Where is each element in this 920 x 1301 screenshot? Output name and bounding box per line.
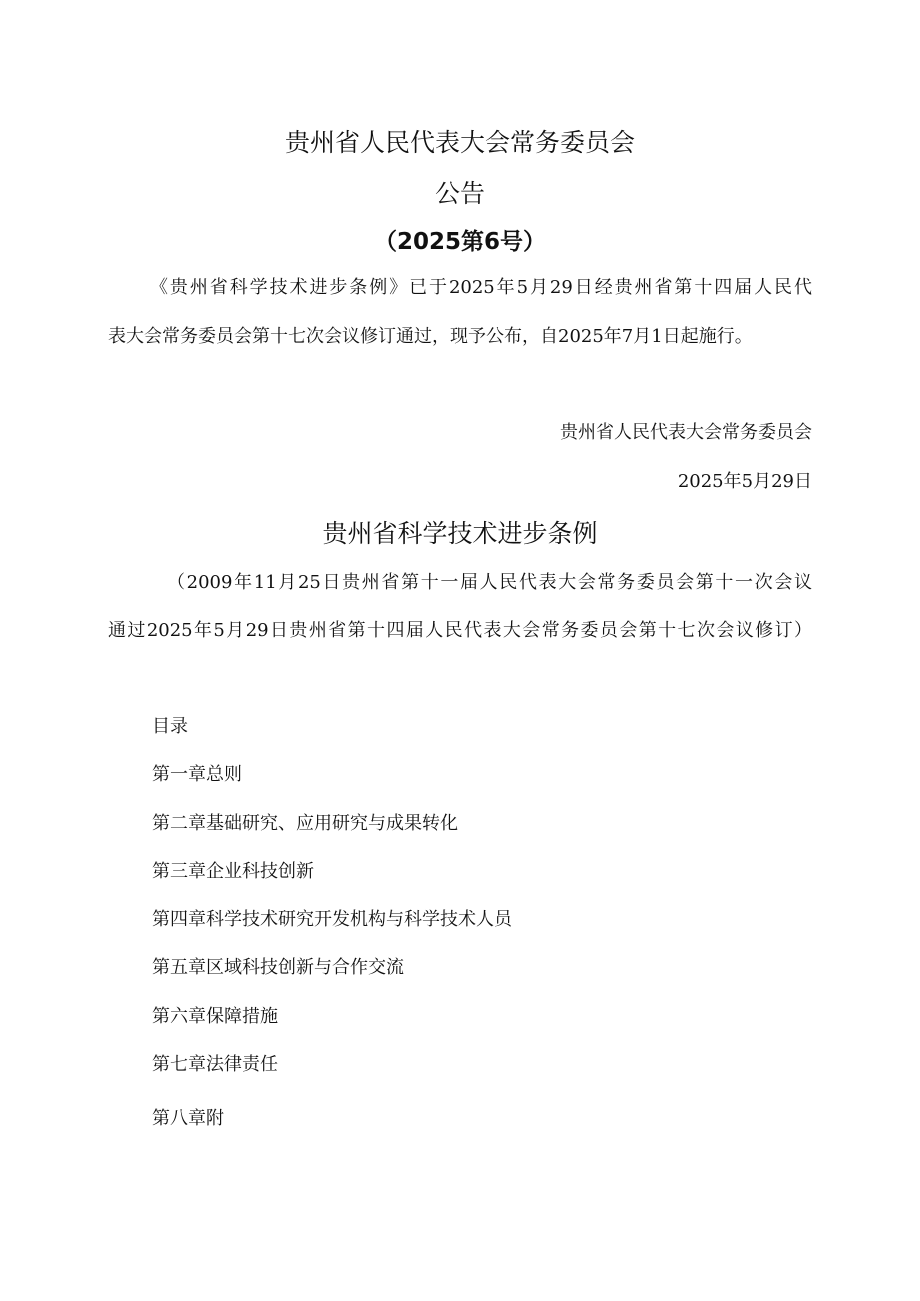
toc-chapter-7: 第七章法律责任 [152, 1054, 278, 1075]
signature-org: 贵州省人民代表大会常务委员会 [560, 422, 812, 443]
issuer-heading: 贵州省人民代表大会常务委员会 [284, 128, 635, 157]
announcement-body-line-2: 表大会常务委员会第十七次会议修订通过，现予公布，自2025年7月1日起施行。 [108, 326, 753, 347]
toc-chapter-5: 第五章区域科技创新与合作交流 [152, 957, 404, 978]
toc-chapter-3: 第三章企业科技创新 [152, 861, 314, 882]
regulation-history-line-1: （2009年11月25日贵州省第十一届人民代表大会常务委员会第十一次会议 [167, 572, 812, 593]
toc-chapter-8: 第八章附 [152, 1108, 224, 1129]
toc-heading: 目录 [152, 716, 188, 737]
announcement-body-line-1: 《贵州省科学技术进步条例》已于2025年5月29日经贵州省第十四届人民代 [150, 277, 812, 298]
regulation-history-line-2: 通过2025年5月29日贵州省第十四届人民代表大会常务委员会第十七次会议修订） [108, 620, 812, 641]
regulation-title: 贵州省科学技术进步条例 [322, 519, 598, 548]
toc-chapter-6: 第六章保障措施 [152, 1006, 278, 1027]
signature-date: 2025年5月29日 [677, 471, 812, 492]
announcement-number: （2025第6号） [373, 229, 547, 255]
toc-chapter-2: 第二章基础研究、应用研究与成果转化 [152, 813, 458, 834]
toc-chapter-1: 第一章总则 [152, 764, 242, 785]
announcement-type: 公告 [434, 179, 485, 208]
toc-chapter-4: 第四章科学技术研究开发机构与科学技术人员 [152, 909, 512, 930]
